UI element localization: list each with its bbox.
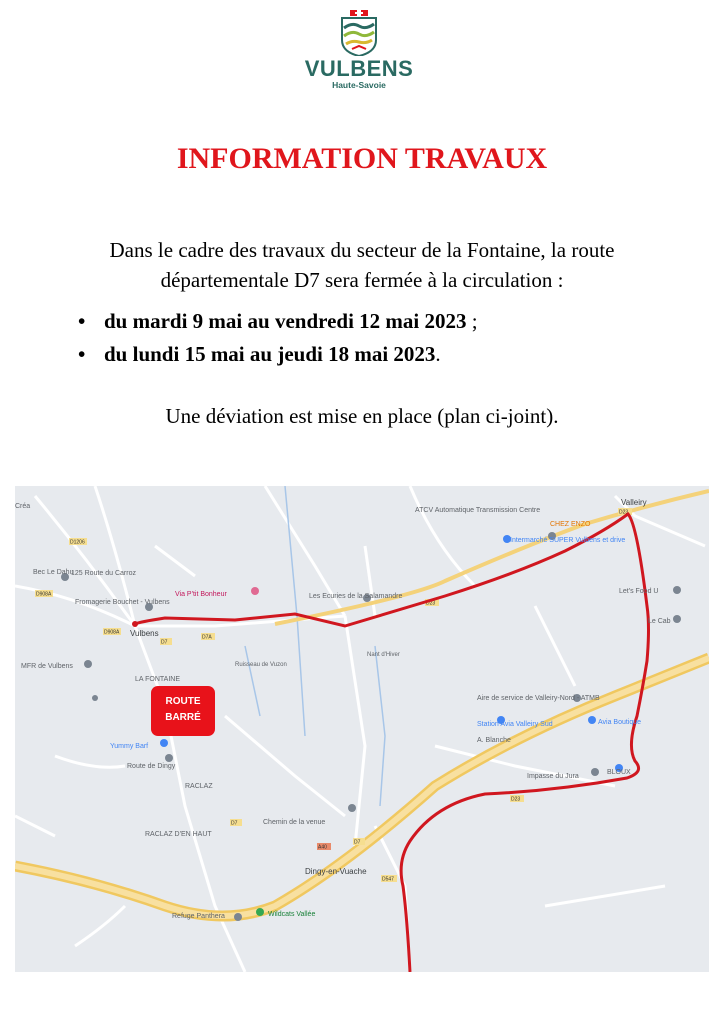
map-place-label: Chemin de la venue: [263, 819, 326, 826]
detour-map: [15, 486, 709, 972]
map-place-label: LA FONTAINE: [135, 676, 180, 683]
map-place-label: Fromagerie Bouchet - Vulbens: [75, 599, 170, 606]
map-place-label: Bec Le Dahu: [33, 569, 74, 576]
map-place-label: Impasse du Jura: [527, 773, 579, 780]
detour-route: [135, 514, 649, 972]
road-badge: D1206: [70, 539, 85, 546]
map-place-label: Intermarché SUPER Vulbens et drive: [510, 537, 626, 544]
map-place-label: 125 Route du Carroz: [71, 570, 136, 577]
road-badge: D7: [231, 820, 238, 827]
map-place-label: CHEZ ENZO: [550, 521, 591, 528]
map-place-label: RACLAZ: [185, 783, 213, 790]
road-badge: D7: [161, 639, 168, 646]
map-place-label: Aire de service de Valleiry-Nord - ATMB: [477, 695, 600, 702]
map-place-label: Valleiry: [621, 498, 647, 507]
map-place-label: Wildcats Vallée: [268, 911, 316, 918]
map-canvas: [15, 486, 709, 972]
map-place-label: Créa: [15, 503, 31, 510]
map-place-label: Via P'tit Bonheur: [175, 591, 227, 598]
map-place-label: A. Blanche: [477, 737, 511, 744]
page-title: INFORMATION TRAVAUX: [176, 142, 548, 175]
road-badge: A40: [318, 844, 327, 851]
route-barre-line-2: BARRÉ: [165, 712, 201, 723]
road-badge: D7A: [202, 634, 212, 641]
closure-period-item: • du mardi 9 mai au vendredi 12 mai 2023 ;: [78, 305, 478, 338]
map-place-label: Route de Dingy: [127, 763, 176, 770]
closure-periods-list: [78, 305, 478, 371]
map-place-label: Nant d'Hiver: [367, 652, 400, 658]
route-barre-line-1: ROUTE: [165, 696, 201, 707]
map-place-label: Let's Food U: [619, 588, 659, 595]
map-place-label: BLOUX: [607, 769, 631, 776]
intro-paragraph: [50, 235, 674, 295]
map-place-label: Les Ecuries de la Salamandre: [309, 593, 403, 600]
intro-line-1: Dans le cadre des travaux du secteur de la Fontaine, la route: [109, 238, 615, 262]
road-badge: D7: [354, 839, 361, 846]
map-place-label: ATCV Automatique Transmission Centre: [415, 507, 541, 514]
road-badge: D908A: [36, 591, 52, 598]
route-barre-sign: [151, 686, 215, 736]
map-place-label: RACLAZ D'EN HAUT: [145, 831, 212, 838]
map-place-label: Ruisseau de Vuzon: [235, 662, 287, 668]
map-place-label: Yummy Barf: [110, 743, 149, 750]
closure-period-item: • du lundi 15 mai au jeudi 18 mai 2023.: [78, 338, 478, 371]
road-badge: D23: [619, 509, 629, 516]
road-badge: D23: [511, 796, 521, 803]
intro-line-2: départementale D7 sera fermée à la circulation :: [160, 268, 564, 292]
coat-of-arms-icon: [340, 10, 378, 56]
deviation-note: Une déviation est mise en place (plan ci-joint).: [165, 404, 559, 428]
road-badge: D908A: [104, 629, 120, 636]
map-place-label: Refuge Panthera: [172, 913, 225, 920]
map-place-label: Avia Boutique: [598, 719, 642, 726]
map-place-label: MFR de Vulbens: [21, 663, 73, 670]
map-place-label: Vulbens: [130, 629, 159, 638]
road-badge: D23: [426, 600, 436, 607]
brand-name: VULBENS: [304, 56, 414, 81]
map-place-label: Le Cab: [648, 618, 671, 625]
road-badge: D547: [382, 876, 394, 883]
map-place-label: Station Avia Valleiry Sud: [477, 721, 553, 728]
map-place-label: Dingy-en-Vuache: [305, 867, 367, 876]
vulbens-logo: [296, 10, 422, 100]
brand-region: Haute-Savoie: [332, 80, 386, 90]
